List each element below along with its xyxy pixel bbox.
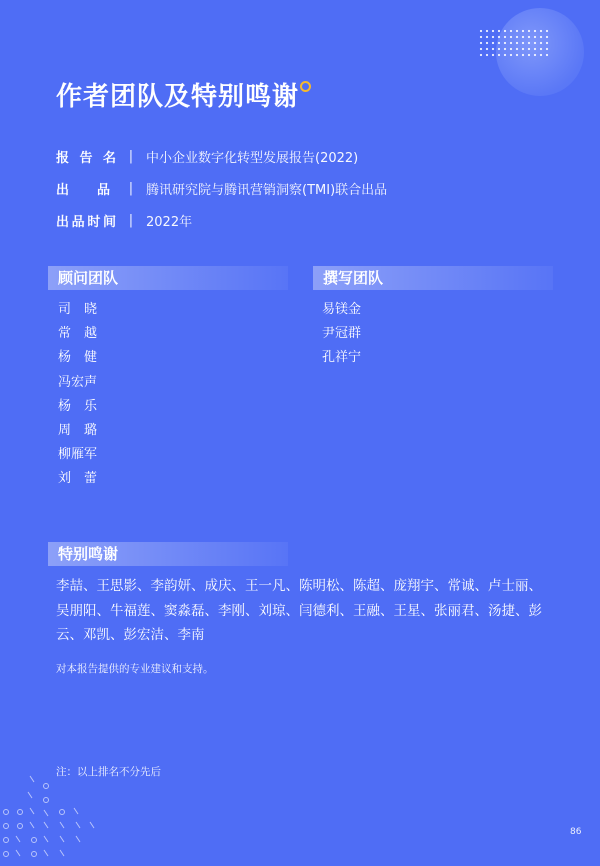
list-item: 孔祥宁 [322,350,362,366]
list-item: 柳雁军 [58,447,98,463]
info-row-date [56,211,192,230]
section-heading-thanks: 特别鸣谢 [48,542,288,566]
list-item: 杨 乐 [58,398,98,414]
info-value: 2022年 [146,215,193,230]
section-heading-advisors: 顾问团队 [48,266,288,290]
writer-name-list [322,298,361,371]
advisor-name-list [58,298,97,492]
list-item: 刘 蕾 [58,471,98,487]
info-row-producer [56,179,387,198]
info-separator: | [128,213,134,228]
list-item: 易镁金 [322,302,362,317]
thanks-line: 吴朋阳、牛福莲、窦淼磊、李刚、刘琼、闫德利、王融、王星、张丽君、汤捷、彭 [56,602,542,619]
info-label: 出 品 时 间 [56,215,116,230]
page-title: 作者团队及特别鸣谢 [56,82,300,112]
decorative-dot-grid [478,28,550,60]
list-item: 周 璐 [58,422,98,438]
thanks-line: 云、邓凯、彭宏洁、李南 [56,627,205,643]
info-value: 中小企业数字化转型发展报告(2022) [146,151,359,166]
info-value: 腾讯研究院与腾讯营销洞察(TMI)联合出品 [146,183,388,198]
list-item: 杨 健 [58,350,98,366]
thanks-line: 李喆、王思影、李韵妍、成庆、王一凡、陈明松、陈超、庞翔宇、常诚、卢士丽、 [56,578,542,594]
list-item: 司 晓 [58,302,98,317]
list-item: 尹冠群 [322,326,362,342]
info-label: 报 告 名 [56,151,116,166]
section-heading-writers: 撰写团队 [313,266,553,290]
list-item: 冯宏声 [58,374,98,390]
thanks-note: 对本报告提供的专业建议和支持。 [56,663,214,675]
list-item: 常 越 [58,326,98,342]
title-accent-dot [300,81,311,92]
info-separator: | [128,181,134,196]
thanks-names [56,574,556,648]
info-separator: | [128,149,134,164]
info-row-report-name [56,147,358,166]
info-label: 出 品 [56,183,110,198]
page-number: 86 [570,827,582,837]
decorative-corner-pattern [0,770,110,866]
footnote: 注：以上排名不分先后 [56,766,161,778]
